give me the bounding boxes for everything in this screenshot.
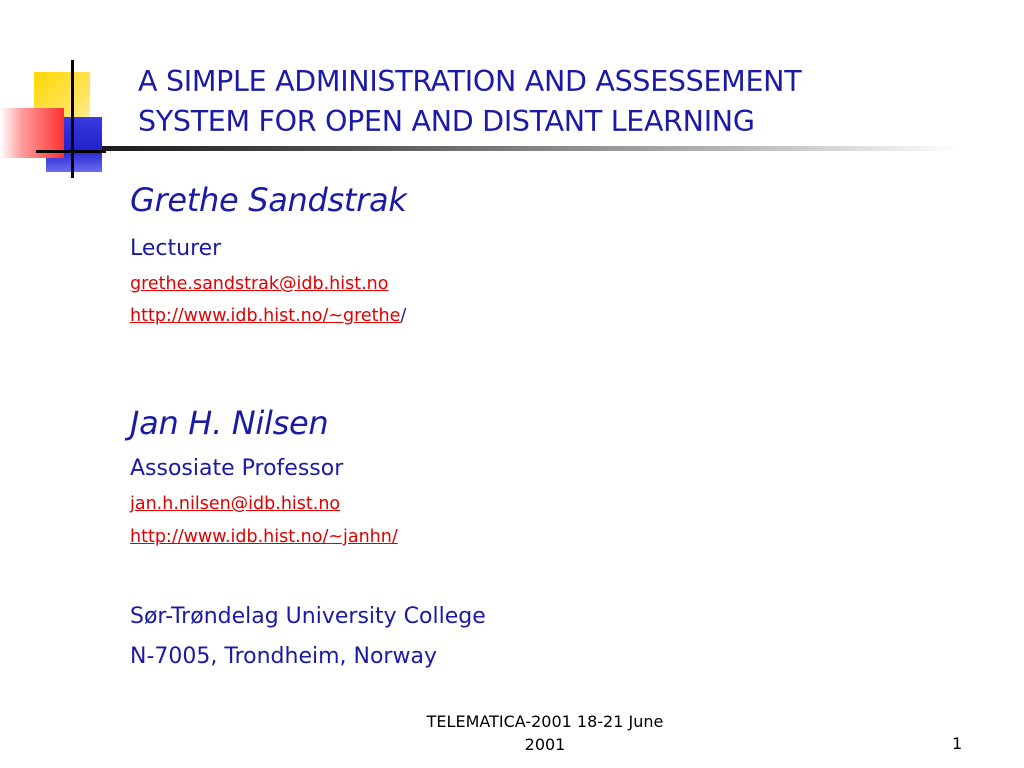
- author-1-role: Lecturer: [130, 236, 222, 261]
- slide-logo: [0, 0, 130, 180]
- logo-vertical-line: [71, 60, 74, 178]
- author-1-url-suffix: /: [400, 306, 407, 326]
- institution-name: Sør-Trøndelag University College: [130, 604, 486, 629]
- page-number: 1: [952, 734, 963, 753]
- author-2-email-link[interactable]: [130, 494, 340, 514]
- author-2-role: Assosiate Professor: [130, 456, 344, 481]
- author-1-email-link[interactable]: [130, 274, 388, 294]
- author-1-name: Grethe Sandstrak: [130, 181, 407, 219]
- author-1-url[interactable]: http://www.idb.hist.no/~grethe: [130, 306, 401, 326]
- footer-line-1: TELEMATICA-2001 18-21 June: [426, 712, 664, 731]
- author-2-name: Jan H. Nilsen: [130, 404, 329, 442]
- author-2-email[interactable]: jan.h.nilsen@idb.hist.no: [130, 494, 341, 514]
- author-2-url[interactable]: http://www.idb.hist.no/~janhn/: [130, 527, 398, 547]
- slide-title-line-1: A SIMPLE ADMINISTRATION AND ASSESSEMENT: [138, 65, 802, 98]
- slide-title-line-2: SYSTEM FOR OPEN AND DISTANT LEARNING: [138, 105, 755, 138]
- slide-footer: [395, 710, 695, 756]
- author-1-url-link[interactable]: [130, 306, 406, 326]
- slide-title: [138, 62, 958, 142]
- logo-horizontal-line: [36, 150, 106, 153]
- author-1-email[interactable]: grethe.sandstrak@idb.hist.no: [130, 274, 389, 294]
- institution-address: N-7005, Trondheim, Norway: [130, 644, 437, 669]
- header-rule: [102, 146, 962, 151]
- footer-line-2: 2001: [524, 735, 566, 754]
- author-2-url-link[interactable]: [130, 527, 398, 547]
